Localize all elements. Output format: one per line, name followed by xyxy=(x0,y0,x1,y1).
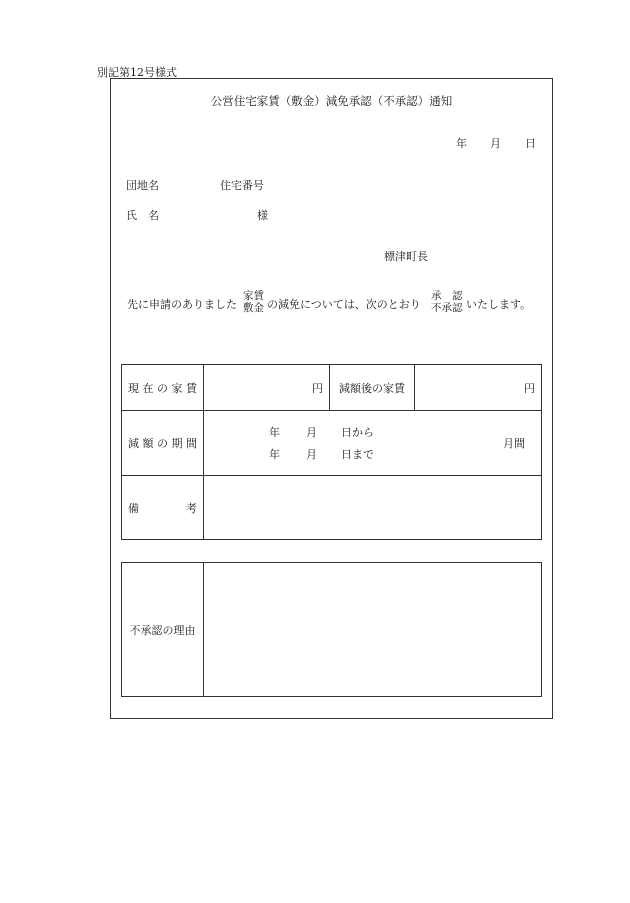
approval-choice xyxy=(431,290,463,314)
rent-deposit-choice xyxy=(243,290,264,314)
disapproval-reason-table xyxy=(121,562,542,697)
reduction-period-row xyxy=(122,411,542,476)
to-day: 日まで xyxy=(341,448,374,461)
date-day-label: 日 xyxy=(525,137,536,150)
reduced-rent-label: 減額後の家賃 xyxy=(330,365,415,411)
remarks-row xyxy=(122,476,542,540)
house-number-label: 住宅番号 xyxy=(220,179,264,192)
notice-prefix: 先に申請のありました xyxy=(127,298,237,311)
reduction-period-label: 減額の期間 xyxy=(122,411,204,476)
notice-middle: の減免については、次のとおり xyxy=(267,298,421,311)
notice-suffix: いたします。 xyxy=(466,298,532,311)
from-day: 日から xyxy=(341,426,374,439)
current-rent-row xyxy=(122,365,542,411)
danchi-name-label: 団地名 xyxy=(126,179,159,192)
date-month-label: 月 xyxy=(490,137,501,150)
reduced-rent-value xyxy=(415,365,542,411)
choice-rent: 家賃 xyxy=(243,290,264,302)
remarks-label: 備 考 xyxy=(122,476,204,540)
remarks-value xyxy=(204,476,542,540)
to-year: 年 xyxy=(269,448,280,461)
reduced-rent-yen: 円 xyxy=(524,381,535,395)
from-year: 年 xyxy=(269,426,280,439)
disapproval-reason-label: 不承認の理由 xyxy=(122,563,204,697)
name-label: 氏 名 xyxy=(126,209,159,222)
current-rent-yen: 円 xyxy=(312,381,323,395)
reduction-period-value xyxy=(204,411,542,476)
current-rent-value xyxy=(204,365,330,411)
current-rent-label: 現在の家賃 xyxy=(122,365,204,411)
to-month: 月 xyxy=(306,448,317,461)
choice-disapprove: 不承認 xyxy=(431,302,463,314)
choice-approve: 承 認 xyxy=(431,290,463,302)
disapproval-reason-row xyxy=(122,563,542,697)
form-number-label: 別記第12号様式 xyxy=(97,66,177,79)
honorific-sama: 様 xyxy=(257,209,268,222)
rent-reduction-table xyxy=(121,364,542,540)
issuer-name: 標津町長 xyxy=(384,250,428,263)
date-year-label: 年 xyxy=(456,137,467,150)
months-count-unit: 月間 xyxy=(503,437,525,450)
from-month: 月 xyxy=(306,426,317,439)
document-title: 公営住宅家賃（敷金）減免承認（不承認）通知 xyxy=(210,94,453,108)
disapproval-reason-value xyxy=(204,563,542,697)
choice-deposit: 敷金 xyxy=(243,302,264,314)
